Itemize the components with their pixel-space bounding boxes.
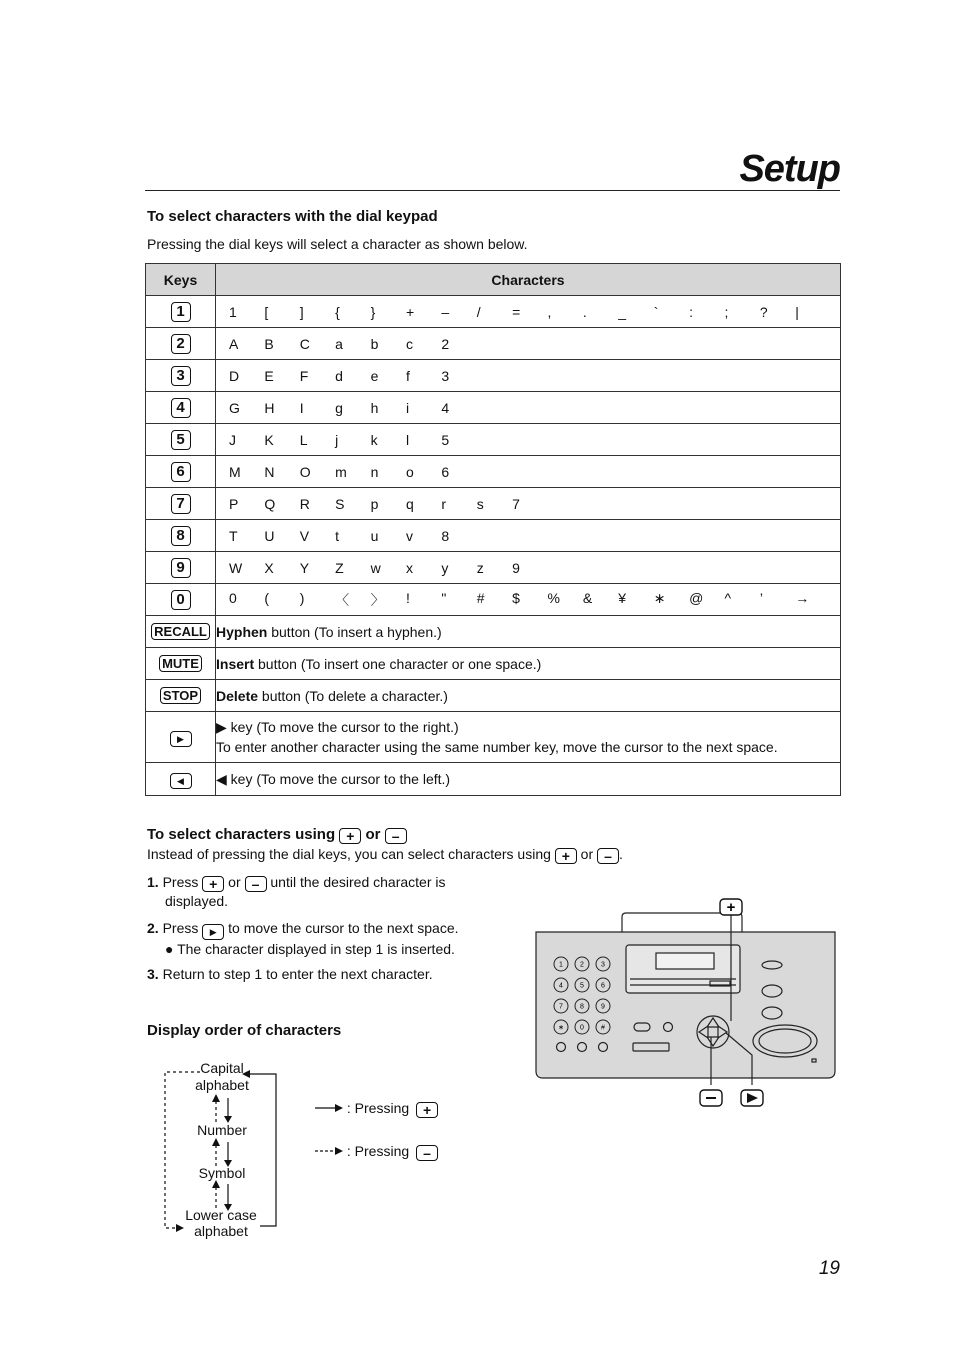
character: 9 <box>512 559 520 576</box>
characters-cell <box>216 456 841 488</box>
right-arrow-key-icon: ▶ <box>202 924 224 940</box>
column-header-characters: Characters <box>216 264 841 296</box>
plus-key-icon: + <box>416 1102 438 1118</box>
table-row <box>146 392 841 424</box>
character: . <box>582 303 587 320</box>
key-cell <box>146 520 216 552</box>
digit-key-icon: 9 <box>171 558 191 578</box>
character: % <box>547 589 560 606</box>
characters-cell <box>216 520 841 552</box>
character: J <box>229 431 236 448</box>
keypad-label: 6 <box>601 982 605 990</box>
table-row-recall <box>146 616 841 648</box>
character: u <box>370 527 379 544</box>
hyphen-description: button (To insert a hyphen.) <box>267 623 442 640</box>
heading-or: or <box>365 826 381 843</box>
character: V <box>299 527 310 544</box>
character: r <box>441 495 447 512</box>
character: g <box>335 399 343 416</box>
lower-case-alphabet-label <box>175 1207 267 1239</box>
key-cell <box>146 552 216 584</box>
keypad-label: # <box>601 1024 605 1032</box>
character: l <box>405 431 410 448</box>
number-label: Number <box>197 1122 247 1138</box>
character: Y <box>299 559 310 576</box>
characters-cell <box>216 392 841 424</box>
character: N <box>264 463 275 480</box>
character: ( <box>264 589 270 606</box>
character: D <box>229 367 240 384</box>
digit-key-icon: 1 <box>171 302 191 322</box>
plus-key-icon: + <box>202 876 224 892</box>
character: ∗ <box>653 589 666 606</box>
character: + <box>405 303 415 320</box>
hyphen-label: Hyphen <box>216 623 268 640</box>
left-arrow-key-icon: ◀ <box>170 773 192 789</box>
section-heading-display-order: Display order of characters <box>147 1022 342 1039</box>
key-cell <box>146 584 216 616</box>
character: E <box>264 367 274 384</box>
intro-text: Instead of pressing the dial keys, you can select characters using <box>147 846 551 862</box>
table-row <box>146 552 841 584</box>
key-cell <box>146 392 216 424</box>
lower-line2: alphabet <box>194 1223 248 1239</box>
keypad-label: 9 <box>601 1003 605 1011</box>
digit-key-icon: 0 <box>171 590 191 610</box>
minus-key-callout-icon <box>700 1090 722 1106</box>
mute-key-icon: MUTE <box>159 655 202 672</box>
step-text: to move the cursor to the next space. <box>228 920 459 936</box>
table-row-left-key <box>146 763 841 796</box>
character: i <box>405 399 410 416</box>
characters-cell <box>216 296 841 328</box>
fax-machine-illustration <box>530 895 842 1115</box>
minus-key-icon: – <box>385 828 407 844</box>
keypad-label: 8 <box>580 1003 584 1011</box>
character: O <box>299 463 311 480</box>
character: 1 <box>229 303 237 320</box>
section2-intro <box>147 846 623 864</box>
character: M <box>229 463 241 480</box>
keypad-label: 0 <box>580 1024 584 1032</box>
character: h <box>370 399 379 416</box>
character: S <box>335 495 345 512</box>
character: ’ <box>759 589 763 606</box>
digit-key-icon: 3 <box>171 366 191 386</box>
section-heading-plus-minus <box>147 826 407 844</box>
plus-key-icon: + <box>339 828 361 844</box>
character: → <box>795 589 810 606</box>
right-arrow-key-icon: ▶ <box>170 731 192 747</box>
character: [ <box>264 303 269 320</box>
plus-callout-text: + <box>726 899 736 916</box>
character: R <box>299 495 310 512</box>
step-1 <box>147 873 487 910</box>
delete-description: button (To delete a character.) <box>258 687 448 704</box>
table-row <box>146 456 841 488</box>
table-row-mute <box>146 648 841 680</box>
character: w <box>370 559 381 576</box>
character: t <box>335 527 340 544</box>
character: # <box>476 589 485 606</box>
table-row <box>146 520 841 552</box>
table-row-right-key <box>146 712 841 763</box>
key-cell <box>146 424 216 456</box>
table-row-stop <box>146 680 841 712</box>
legend-dashed <box>315 1143 438 1161</box>
character: ] <box>299 303 304 320</box>
legend-dashed-text: : Pressing <box>346 1143 410 1159</box>
section-heading-dial-keypad: To select characters with the dial keypad <box>147 208 438 225</box>
lower-line1: Lower case <box>185 1207 257 1223</box>
page-title: Setup <box>739 148 840 190</box>
table-row <box>146 488 841 520</box>
character: = <box>512 303 521 320</box>
digit-key-icon: 8 <box>171 526 191 546</box>
minus-key-icon: – <box>245 876 267 892</box>
character: W <box>229 559 243 576</box>
character: 〈 <box>335 591 350 608</box>
character: " <box>441 589 447 606</box>
character: f <box>405 367 410 384</box>
characters-cell <box>216 584 841 616</box>
step-text: Return to step 1 to enter the next character. <box>162 966 433 982</box>
plus-key-callout-icon <box>720 899 742 916</box>
intro-or: or <box>580 846 594 862</box>
character: 6 <box>441 463 450 480</box>
character: d <box>335 367 343 384</box>
section-intro: Pressing the dial keys will select a character as shown below. <box>147 236 528 252</box>
character: | <box>795 303 799 320</box>
right-key-description: ▶ key (To move the cursor to the right.) <box>216 719 459 735</box>
step-number: 3. <box>147 966 159 982</box>
character: ¥ <box>618 589 627 606</box>
table-row <box>146 328 841 360</box>
right-key-callout-icon <box>741 1090 763 1106</box>
key-cell <box>146 328 216 360</box>
character: } <box>370 303 376 320</box>
keypad-label: 3 <box>601 961 605 969</box>
character: I <box>299 399 304 416</box>
character: U <box>264 527 275 544</box>
characters-cell <box>216 328 841 360</box>
stop-key-icon: STOP <box>160 687 201 704</box>
character: ; <box>724 303 729 320</box>
character: z <box>476 559 484 576</box>
step-number: 2. <box>147 920 159 936</box>
character: – <box>441 303 450 320</box>
capital-line1: Capital <box>200 1060 244 1076</box>
character: L <box>299 431 308 448</box>
character: b <box>370 335 379 352</box>
digit-key-icon: 5 <box>171 430 191 450</box>
character: 7 <box>512 495 520 512</box>
character-table <box>145 263 841 796</box>
character: y <box>441 559 449 576</box>
character: c <box>405 335 413 352</box>
keypad-label: 7 <box>559 1003 563 1011</box>
symbol-label: Symbol <box>198 1165 246 1181</box>
step-text: until the desired character is <box>270 874 446 890</box>
keypad-label: 1 <box>559 961 563 969</box>
capital-line2: alphabet <box>195 1077 249 1093</box>
intro-period: . <box>619 846 623 862</box>
character: F <box>299 367 309 384</box>
table-row <box>146 424 841 456</box>
dashed-arrow-icon <box>315 1146 343 1156</box>
characters-cell <box>216 360 841 392</box>
key-cell <box>146 488 216 520</box>
character: ! <box>405 589 410 606</box>
heading-text: To select characters using <box>147 826 336 843</box>
digit-key-icon: 7 <box>171 494 191 514</box>
title-rule <box>145 190 840 191</box>
character: 4 <box>441 399 450 416</box>
solid-arrow-icon <box>315 1103 343 1113</box>
character: / <box>476 303 481 320</box>
character: & <box>582 589 593 606</box>
step-text: Press <box>162 920 199 936</box>
step-number: 1. <box>147 874 159 890</box>
step-text: or <box>228 874 241 890</box>
step-3 <box>147 965 433 983</box>
left-key-description: ◀ key (To move the cursor to the left.) <box>216 770 451 787</box>
character: _ <box>618 303 627 320</box>
character: 3 <box>441 367 450 384</box>
right-key-note: To enter another character using the same number key, move the cursor to the next space. <box>216 739 778 755</box>
table-row <box>146 584 841 616</box>
character: K <box>264 431 274 448</box>
legend-solid <box>315 1100 438 1118</box>
key-cell <box>146 296 216 328</box>
character: @ <box>689 589 704 606</box>
character: H <box>264 399 275 416</box>
column-header-keys: Keys <box>146 264 216 296</box>
plus-key-icon: + <box>555 848 577 864</box>
character: 5 <box>441 431 450 448</box>
character: ^ <box>724 589 732 606</box>
character: $ <box>512 589 520 606</box>
insert-description: button (To insert one character or one space.) <box>254 655 542 672</box>
characters-cell <box>216 424 841 456</box>
character: o <box>405 463 414 480</box>
character: ) <box>299 589 305 606</box>
character: Z <box>335 559 344 576</box>
character: T <box>229 527 238 544</box>
character: 2 <box>441 335 450 352</box>
keypad-label: 4 <box>559 982 563 990</box>
recall-key-icon: RECALL <box>151 623 210 640</box>
character: p <box>370 495 379 512</box>
character: n <box>370 463 379 480</box>
step-text: displayed. <box>165 893 229 909</box>
character: Q <box>264 495 276 512</box>
table-row <box>146 296 841 328</box>
keypad-label: ∗ <box>558 1024 564 1032</box>
character: C <box>299 335 310 352</box>
character: m <box>335 463 347 480</box>
key-cell <box>146 456 216 488</box>
character: X <box>264 559 274 576</box>
character: v <box>405 527 413 544</box>
character: B <box>264 335 274 352</box>
character: 0 <box>229 589 237 606</box>
characters-cell <box>216 552 841 584</box>
table-row <box>146 360 841 392</box>
character: x <box>405 559 413 576</box>
character: 〉 <box>370 591 385 608</box>
character: ? <box>759 303 768 320</box>
character: e <box>370 367 379 384</box>
insert-label: Insert <box>216 655 255 672</box>
character: P <box>229 495 239 512</box>
capital-alphabet-label <box>182 1060 262 1094</box>
keypad-label: 5 <box>580 982 584 990</box>
character: s <box>476 495 484 512</box>
character: ` <box>653 303 659 320</box>
character: G <box>229 399 240 416</box>
character: q <box>405 495 414 512</box>
key-cell <box>146 360 216 392</box>
digit-key-icon: 6 <box>171 462 191 482</box>
minus-key-icon: – <box>597 848 619 864</box>
delete-label: Delete <box>216 687 259 704</box>
character: , <box>547 303 552 320</box>
minus-key-icon: – <box>416 1145 438 1161</box>
characters-cell <box>216 488 841 520</box>
character: a <box>335 335 343 352</box>
step-text: Press <box>162 874 199 890</box>
legend-solid-text: : Pressing <box>346 1100 410 1116</box>
step-text: ● The character displayed in step 1 is inserted. <box>165 941 455 957</box>
keypad-label: 2 <box>580 961 584 969</box>
step-2 <box>147 919 507 958</box>
digit-key-icon: 4 <box>171 398 191 418</box>
character: A <box>229 335 239 352</box>
character: { <box>335 303 340 320</box>
character: j <box>335 431 339 448</box>
digit-key-icon: 2 <box>171 334 191 354</box>
page-number: 19 <box>818 1258 840 1279</box>
character: : <box>689 303 693 320</box>
character: 8 <box>441 527 450 544</box>
character: k <box>370 431 378 448</box>
